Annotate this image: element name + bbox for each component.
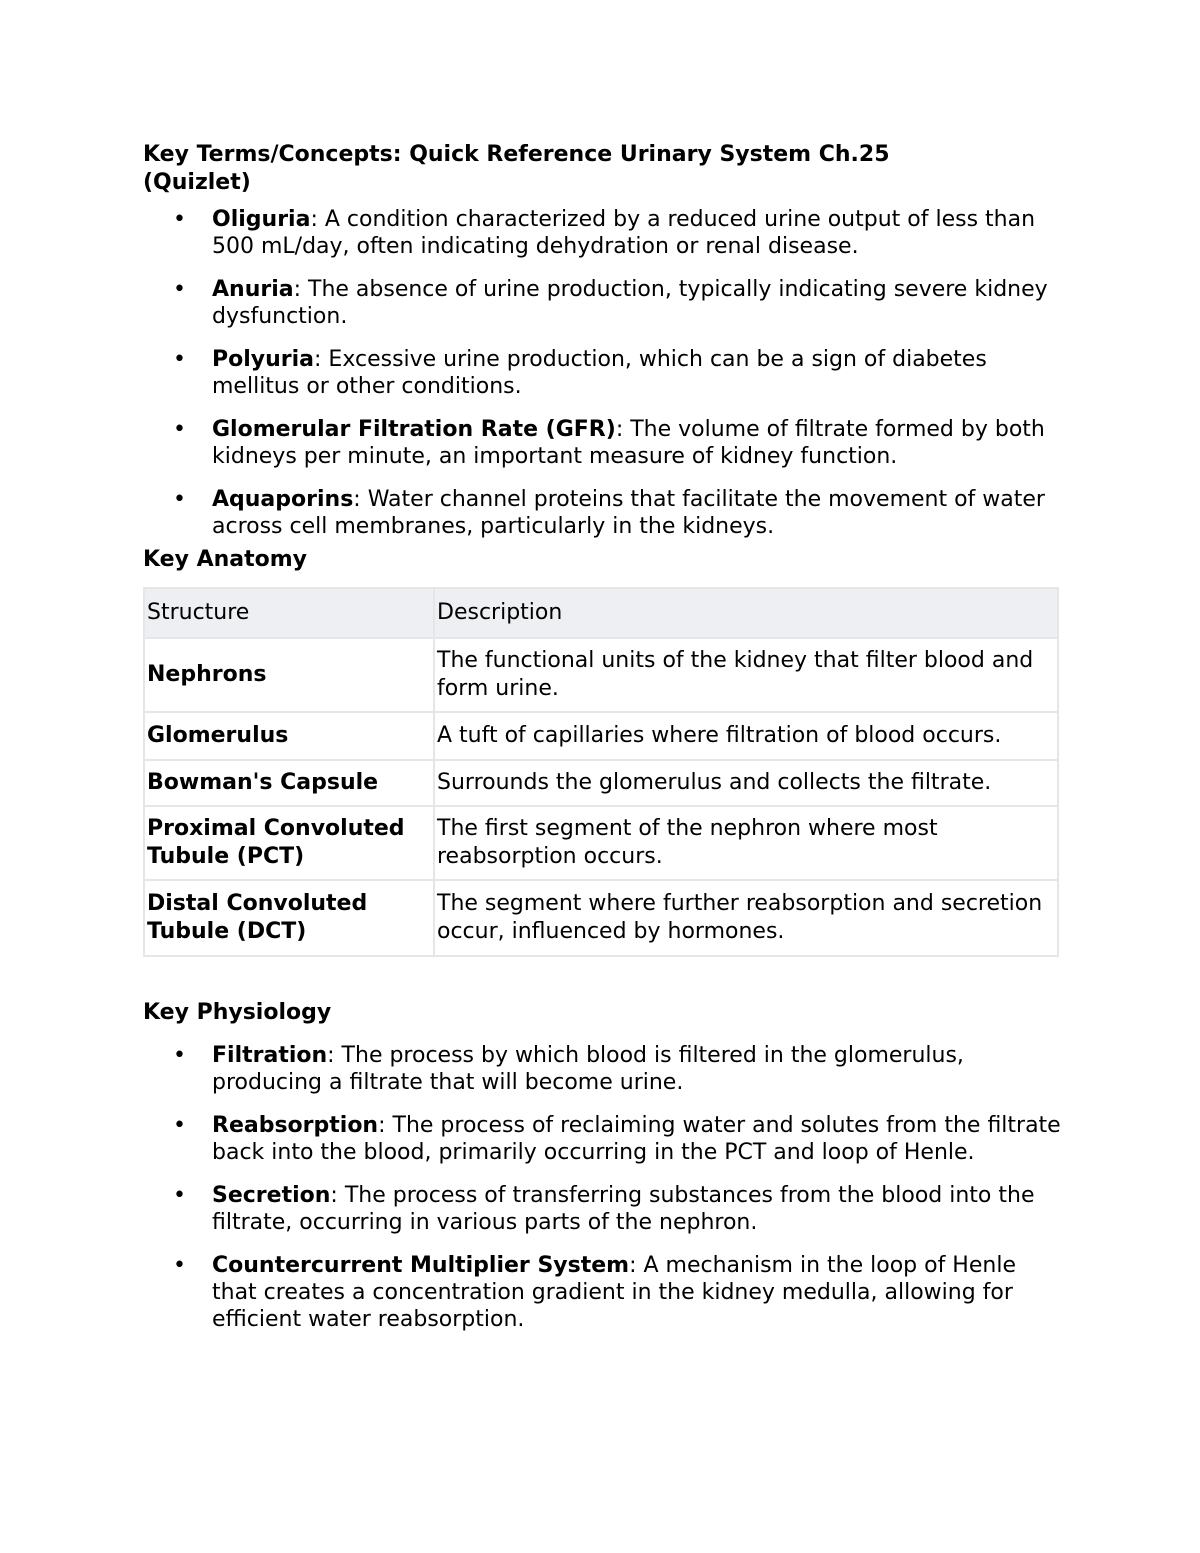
term-label: Glomerular Filtration Rate (GFR)	[212, 417, 616, 442]
key-anatomy-heading: Key Anatomy	[143, 547, 308, 572]
term-label: Secretion	[212, 1183, 331, 1208]
description-cell: The segment where further reabsorption and secretion occur, influenced by hormones.	[434, 880, 1058, 956]
key-terms-list	[143, 206, 1063, 540]
bullet-icon: •	[173, 1043, 186, 1068]
bullet-icon: •	[173, 487, 186, 512]
table-row	[144, 806, 1058, 880]
term-definition: : The absence of urine production, typically indicating severe kidney dysfunction.	[212, 277, 1048, 329]
bullet-icon: •	[173, 1253, 186, 1278]
term-definition: : The volume of filtrate formed by both kidneys per minute, an important measure of kidney function.	[212, 417, 1045, 469]
list-item	[143, 346, 1063, 400]
document-page	[143, 141, 1063, 1349]
list-item	[143, 1042, 1063, 1096]
section-spacer	[143, 957, 1063, 999]
key-physiology-list	[143, 1042, 1063, 1333]
list-item	[143, 1252, 1063, 1333]
bullet-icon: •	[173, 1183, 186, 1208]
list-item	[143, 486, 1063, 540]
table-row	[144, 880, 1058, 956]
bullet-icon: •	[173, 1113, 186, 1138]
description-cell: A tuft of capillaries where filtration of blood occurs.	[434, 712, 1058, 760]
structure-cell: Bowman's Capsule	[144, 760, 434, 806]
bullet-icon: •	[173, 277, 186, 302]
table-row	[144, 760, 1058, 806]
term-label: Anuria	[212, 277, 294, 302]
structure-cell: Proximal Convoluted Tubule (PCT)	[144, 806, 434, 880]
description-cell: Surrounds the glomerulus and collects the filtrate.	[434, 760, 1058, 806]
list-item	[143, 416, 1063, 470]
term-definition: : Water channel proteins that facilitate the movement of water across cell membranes, particularly in the kidneys.	[212, 487, 1045, 539]
bullet-icon: •	[173, 207, 186, 232]
table-header-row	[144, 588, 1058, 638]
structure-cell: Distal Convoluted Tubule (DCT)	[144, 880, 434, 956]
term-definition: : The process of reclaiming water and solutes from the filtrate back into the blood, primarily occurring in the PCT and loop of Henle.	[212, 1113, 1061, 1165]
list-item	[143, 1182, 1063, 1236]
term-label: Filtration	[212, 1043, 328, 1068]
term-label: Reabsorption	[212, 1113, 379, 1138]
column-header-description: Description	[434, 588, 1058, 638]
anatomy-table	[143, 587, 1059, 957]
bullet-icon: •	[173, 347, 186, 372]
bullet-icon: •	[173, 417, 186, 442]
list-item	[143, 276, 1063, 330]
term-label: Countercurrent Multiplier System	[212, 1253, 630, 1278]
term-label: Aquaporins	[212, 487, 354, 512]
term-label: Polyuria	[212, 347, 315, 372]
structure-cell: Nephrons	[144, 638, 434, 712]
table-row	[144, 712, 1058, 760]
term-definition: : A mechanism in the loop of Henle that creates a concentration gradient in the kidney medulla, allowing for efficient water reabsorption.	[212, 1253, 1016, 1332]
column-header-structure: Structure	[144, 588, 434, 638]
term-definition: : The process by which blood is filtered in the glomerulus, producing a filtrate that will become urine.	[212, 1043, 964, 1095]
structure-cell: Glomerulus	[144, 712, 434, 760]
term-label: Oliguria	[212, 207, 311, 232]
description-cell: The functional units of the kidney that filter blood and form urine.	[434, 638, 1058, 712]
term-definition: : Excessive urine production, which can be a sign of diabetes mellitus or other conditions.	[212, 347, 987, 399]
description-cell: The first segment of the nephron where most reabsorption occurs.	[434, 806, 1058, 880]
key-physiology-heading: Key Physiology	[143, 1000, 332, 1025]
term-definition: : A condition characterized by a reduced urine output of less than 500 mL/day, often indicating dehydration or renal disease.	[212, 207, 1036, 259]
list-item	[143, 1112, 1063, 1166]
list-item	[143, 206, 1063, 260]
term-definition: : The process of transferring substances from the blood into the filtrate, occurring in various parts of the nephron.	[212, 1183, 1035, 1235]
document-title: Key Terms/Concepts: Quick Reference Urinary System Ch.25 (Quizlet)	[143, 142, 890, 195]
table-row	[144, 638, 1058, 712]
